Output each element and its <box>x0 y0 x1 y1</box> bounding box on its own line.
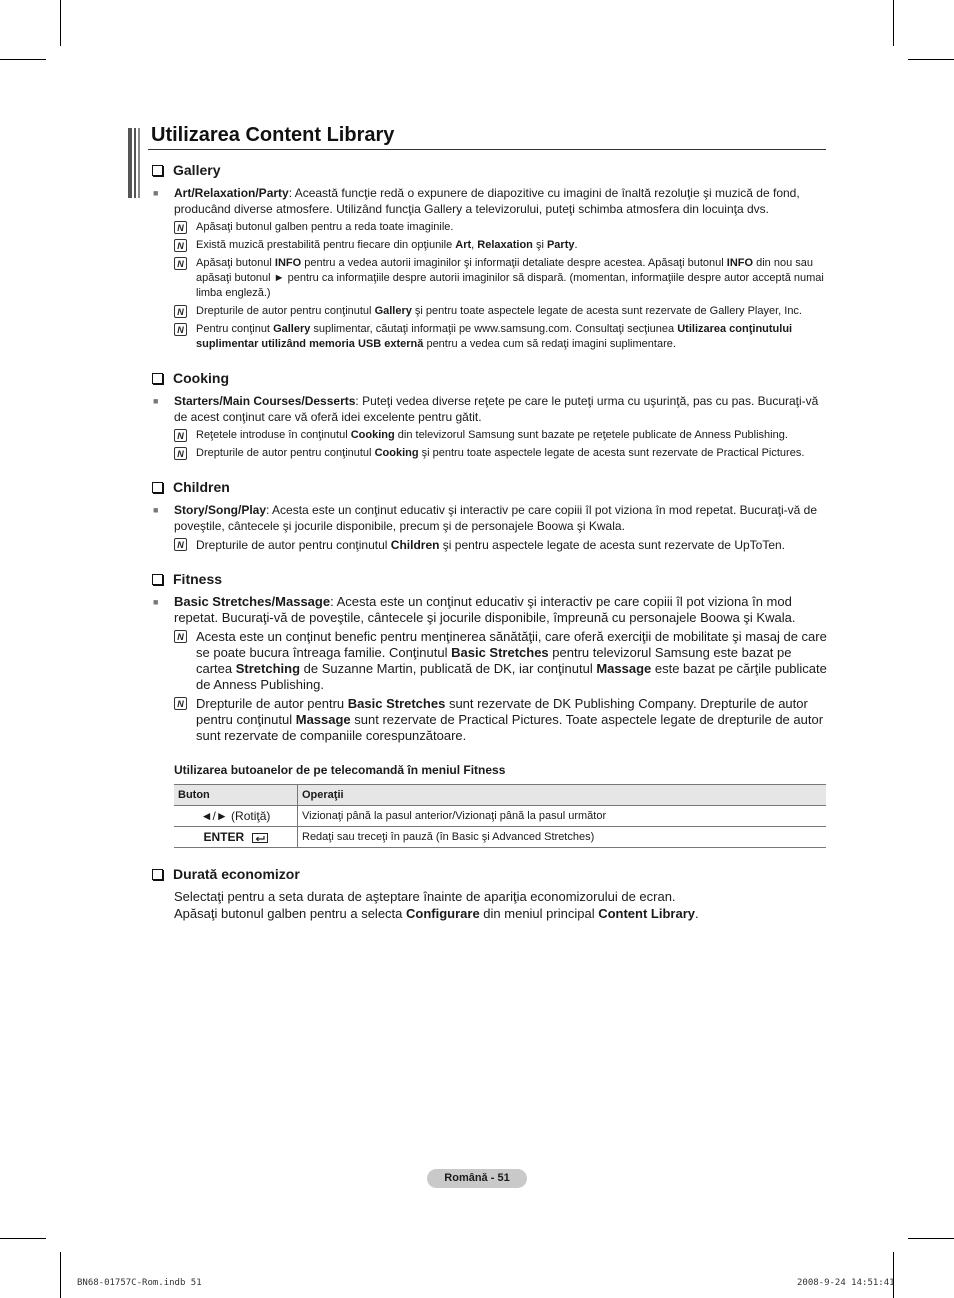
table-header-cell: Buton <box>174 785 298 806</box>
bullet-text: Starters/Main Courses/Desserts: Puteţi vedea diverse reţete pe care le puteţi urma cu uşurinţă, pas cu pas. Bucuraţi-vă de acest conţinut care vă oferă idei excelente pentru gătit. <box>174 394 819 424</box>
note-text: Există muzică prestabilită pentru fiecare din opţiunile Art, Relaxation şi Party. <box>196 239 578 251</box>
section-checkbox-icon <box>152 482 163 493</box>
table-header-cell: Operaţii <box>298 785 827 806</box>
crop-mark <box>893 1252 894 1298</box>
title-underline <box>148 149 826 150</box>
note-item <box>151 537 827 553</box>
note-item <box>151 304 827 319</box>
bullet-square-icon: ■ <box>153 505 159 515</box>
paragraph: Apăsaţi butonul galben pentru a selecta Configurare din meniul principal Content Library. <box>174 906 699 921</box>
note-text: Pentru conţinut Gallery suplimentar, căutaţi informaţii pe www.samsung.com. Consultaţi secţiunea Utilizarea conţinutului suplimentar utilizând memoria USB externă pentru a vedea cum să redaţi imagini suplimentare. <box>196 323 793 350</box>
section-heading <box>151 475 827 499</box>
bullet-text: Basic Stretches/Massage: Acesta este un conţinut educativ şi interactiv pe care copiii îl pot viziona în mod repetat. Bucuraţi-vă de poveştile, cântecele şi jocurile disponibile, împreună cu personajele Boowa şi Kwala. <box>174 594 796 625</box>
note-text: Acesta este un conţinut benefic pentru menţinerea sănătăţii, care oferă exerciţii de mobilitate şi masaj de care se poate bucura întreaga familie. Conţinutul Basic Stretches pentru televizorul Samsung este bazat pe cartea Stretching de Suzanne Martin, publicată de DK, iar conţinutul Massage este bazat pe cărţile publicate de Anness Publishing. <box>196 629 827 692</box>
note-icon: N <box>174 630 187 643</box>
table-cell-operation: Redaţi sau treceţi în pauză (în Basic şi Advanced Stretches) <box>298 827 827 848</box>
bullet-item <box>151 594 827 626</box>
note-text: Reţetele introduse în conţinutul Cooking din televizorul Samsung sunt bazate pe reţetele publicate de Anness Publishing. <box>196 429 788 441</box>
section-children <box>151 475 827 553</box>
bullet-text: Art/Relaxation/Party: Această funcţie redă o expunere de diapozitive cu imagini de înaltă rezoluţie şi muzică de fond, producând diverse atmosfere. Utilizând funcţia Gallery a televizorului, puteţi schimba atmosfera din locuinţa dvs. <box>174 186 800 216</box>
note-text: Apăsaţi butonul INFO pentru a vedea autorii imaginilor şi informaţii detaliate despre acestea. Apăsaţi butonul INFO din nou sau apăsaţi butonul ► pentru ca informaţiile despre autorii imaginilor să dispară. (momentan, informaţiile despre autor acceptă numai limba engleză.) <box>196 257 824 299</box>
section-heading <box>151 366 827 390</box>
section-checkbox-icon <box>152 869 163 880</box>
note-text: Drepturile de autor pentru Basic Stretches sunt rezervate de DK Publishing Company. Drepturile de autor pentru conţinutul Massage sunt rezervate de Practical Pictures. Toate aspectele legate de drepturile de autor sunt rezervate de companiile corespunzătoare. <box>196 696 824 743</box>
cooking-heading: Cooking <box>173 370 229 386</box>
note-text: Apăsaţi butonul galben pentru a reda toate imaginile. <box>196 221 454 233</box>
footer-timestamp: 2008-9-24 14:51:41 <box>797 1278 895 1288</box>
section-checkbox-icon <box>152 373 163 384</box>
section-cooking <box>151 366 827 461</box>
table-row <box>174 806 826 827</box>
bullet-text: Story/Song/Play: Acesta este un conţinut educativ şi interactiv pe care copiii îl pot viziona în mod repetat. Bucuraţi-vă de poveştile, cântecele şi jocurile disponibile, precum şi de personajele Boowa şi Kwala. <box>174 503 817 533</box>
bullet-square-icon: ■ <box>153 188 159 198</box>
note-icon: N <box>174 257 187 270</box>
enter-icon <box>252 833 268 843</box>
page-title: Utilizarea Content Library <box>151 124 395 146</box>
section-heading <box>151 158 827 182</box>
crop-mark <box>908 1238 954 1239</box>
note-item <box>151 322 827 352</box>
table-row <box>174 827 826 848</box>
note-icon: N <box>174 447 187 460</box>
section-heading <box>151 567 827 591</box>
note-text: Drepturile de autor pentru conţinutul Children şi pentru aspectele legate de acesta sunt rezervate de UpToTen. <box>196 538 786 552</box>
crop-mark <box>60 0 61 46</box>
footer-file-name: BN68-01757C-Rom.indb 51 <box>77 1278 202 1288</box>
note-icon: N <box>174 323 187 336</box>
enter-label: ENTER <box>203 830 245 844</box>
title-side-bar <box>138 128 140 198</box>
bullet-item <box>151 185 827 217</box>
note-item <box>151 256 827 301</box>
table-cell-operation: Vizionaţi până la pasul anterior/Vizionaţi până la pasul următor <box>298 806 827 827</box>
fitness-heading: Fitness <box>173 571 223 587</box>
note-icon: N <box>174 305 187 318</box>
children-heading: Children <box>173 479 230 495</box>
note-item <box>151 238 827 253</box>
note-icon: N <box>174 429 187 442</box>
note-item <box>151 696 827 744</box>
crop-mark <box>0 1238 46 1239</box>
section-fitness <box>151 567 827 848</box>
note-icon: N <box>174 538 187 551</box>
crop-mark <box>893 0 894 46</box>
note-icon: N <box>174 221 187 234</box>
note-text: Drepturile de autor pentru conţinutul Cooking şi pentru toate aspectele legate de acesta sunt rezervate de Practical Pictures. <box>196 447 805 459</box>
crop-mark <box>60 1252 61 1298</box>
crop-mark <box>0 59 46 60</box>
bullet-item <box>151 393 827 425</box>
paragraph: Selectaţi pentru a seta durata de aşteptare înainte de apariţia economizorului de ecran. <box>174 889 676 904</box>
note-item <box>151 220 827 235</box>
note-item <box>151 446 827 461</box>
bullet-square-icon: ■ <box>153 396 159 406</box>
title-side-bar <box>128 128 132 198</box>
section-checkbox-icon <box>152 165 163 176</box>
page-number-badge: Română - 51 <box>427 1169 527 1188</box>
note-icon: N <box>174 697 187 710</box>
section-heading <box>151 862 827 886</box>
note-item <box>151 629 827 693</box>
section-gallery <box>151 158 827 352</box>
bullet-item <box>151 502 827 534</box>
main-content <box>151 158 827 922</box>
note-icon: N <box>174 239 187 252</box>
section-checkbox-icon <box>152 574 163 585</box>
table-cell-button <box>174 827 298 848</box>
durata-heading: Durată economizor <box>173 866 300 882</box>
note-text: Drepturile de autor pentru conţinutul Gallery şi pentru toate aspectele legate de acesta sunt rezervate de Gallery Player, Inc. <box>196 305 802 317</box>
crop-mark <box>908 59 954 60</box>
title-side-bar <box>134 128 136 198</box>
table-cell-button: ◄/► (Rotiţă) <box>174 806 298 827</box>
table-header-row <box>174 785 826 806</box>
buttons-table <box>174 784 826 848</box>
table-caption: Utilizarea butoanelor de pe telecomandă în meniul Fitness <box>174 763 506 777</box>
note-item <box>151 428 827 443</box>
section-durata-economizor <box>151 862 827 922</box>
gallery-heading: Gallery <box>173 162 221 178</box>
bullet-square-icon: ■ <box>153 597 159 607</box>
